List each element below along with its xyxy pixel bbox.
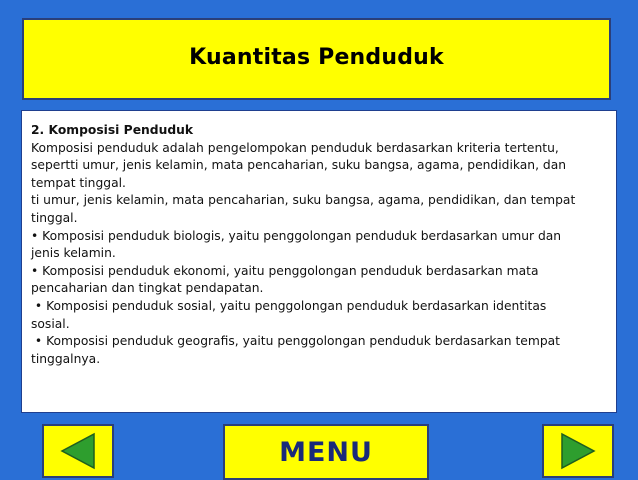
content-line: Komposisi penduduk adalah pengelompokan penduduk berdasarkan kriteria tertentu, — [31, 140, 559, 155]
content-line: tinggal. — [31, 210, 78, 225]
previous-button[interactable] — [42, 424, 114, 478]
content-line: • Komposisi penduduk biologis, yaitu penggolongan penduduk berdasarkan umur dan — [31, 228, 562, 243]
content-line: • Komposisi penduduk ekonomi, yaitu penggolongan penduduk berdasarkan mata — [31, 263, 539, 278]
right-triangle-icon — [558, 431, 598, 471]
title-box — [22, 18, 611, 100]
next-button[interactable] — [542, 424, 614, 478]
content-heading: 2. Komposisi Penduduk — [31, 123, 194, 137]
content-line: sepertti umur, jenis kelamin, mata pencaharian, suku bangsa, agama, pendidikan, dan — [31, 158, 567, 173]
content-line: jenis kelamin. — [31, 246, 116, 261]
content-box — [21, 110, 617, 413]
slide-title: Kuantitas Penduduk — [189, 44, 444, 70]
content-line: sosial. — [31, 316, 70, 331]
left-triangle-icon — [58, 431, 98, 471]
content-line: pencaharian dan tingkat pendapatan. — [31, 281, 264, 296]
content-line: • Komposisi penduduk geografis, yaitu penggolongan penduduk berdasarkan tempat — [31, 334, 561, 349]
content-line: tinggalnya. — [31, 351, 101, 366]
content-line: tempat tinggal. — [31, 175, 126, 190]
content-line: ti umur, jenis kelamin, mata pencaharian, suku bangsa, agama, pendidikan, dan tempat — [31, 193, 576, 208]
content-line: • Komposisi penduduk sosial, yaitu penggolongan penduduk berdasarkan identitas — [31, 298, 547, 313]
menu-label: MENU — [279, 436, 373, 468]
menu-button[interactable] — [223, 424, 429, 480]
